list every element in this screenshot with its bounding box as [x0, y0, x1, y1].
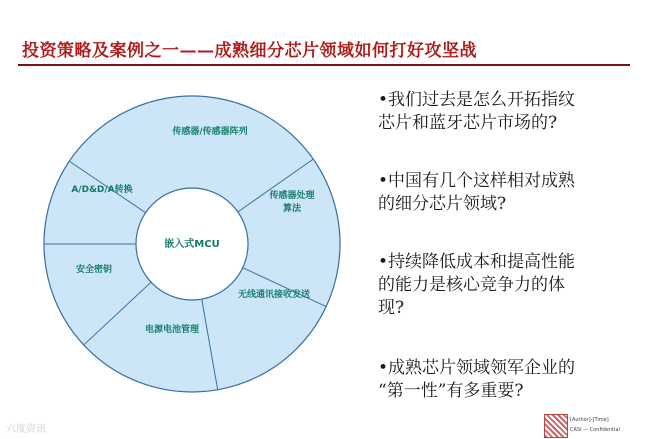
segment-label: 传感器处理算法 [269, 191, 315, 214]
center-label: 嵌入式MCU [164, 239, 220, 250]
segment-label: 传感器/传感器阵列 [172, 127, 248, 137]
question-2 [378, 170, 575, 216]
question-3-line-2: 的能力是核心竞争力的体 [378, 275, 565, 295]
question-3 [378, 251, 575, 320]
segment-label: 安全密钥 [75, 265, 113, 275]
title-divider [18, 64, 630, 66]
segment-label: 无线通讯接收发送 [237, 290, 311, 300]
footer-confidential: CASI — Confidential [570, 427, 620, 433]
question-1-line-2: 芯片和蓝牙芯片市场的? [378, 113, 558, 133]
question-1 [378, 89, 575, 135]
segment-label: 电源电池管理 [144, 325, 200, 335]
question-3-line-1: •持续降低成本和提高性能 [378, 252, 576, 272]
question-4-line-1: •成熟芯片领域领军企业的 [378, 358, 576, 378]
question-4-line-2: “第一性”有多重要? [378, 381, 524, 401]
question-2-line-2: 的细分芯片领域? [378, 194, 507, 214]
footer-author-time: [Author]-[Time] [570, 417, 609, 423]
question-1-line-1: •我们过去是怎么开拓指纹 [378, 90, 576, 110]
watermark-text: 六度资讯 [6, 424, 46, 435]
question-2-line-1: •中国有几个这样相对成熟 [378, 171, 576, 191]
question-4 [378, 357, 575, 403]
page-title: 投资策略及案例之一——成熟细分芯片领域如何打好攻坚战 [22, 41, 477, 61]
casi-logo [544, 414, 568, 438]
chip-domain-ring-diagram [40, 92, 344, 396]
segment-label: A/D&D/A转换 [71, 185, 133, 195]
question-3-line-3: 现? [378, 298, 405, 318]
